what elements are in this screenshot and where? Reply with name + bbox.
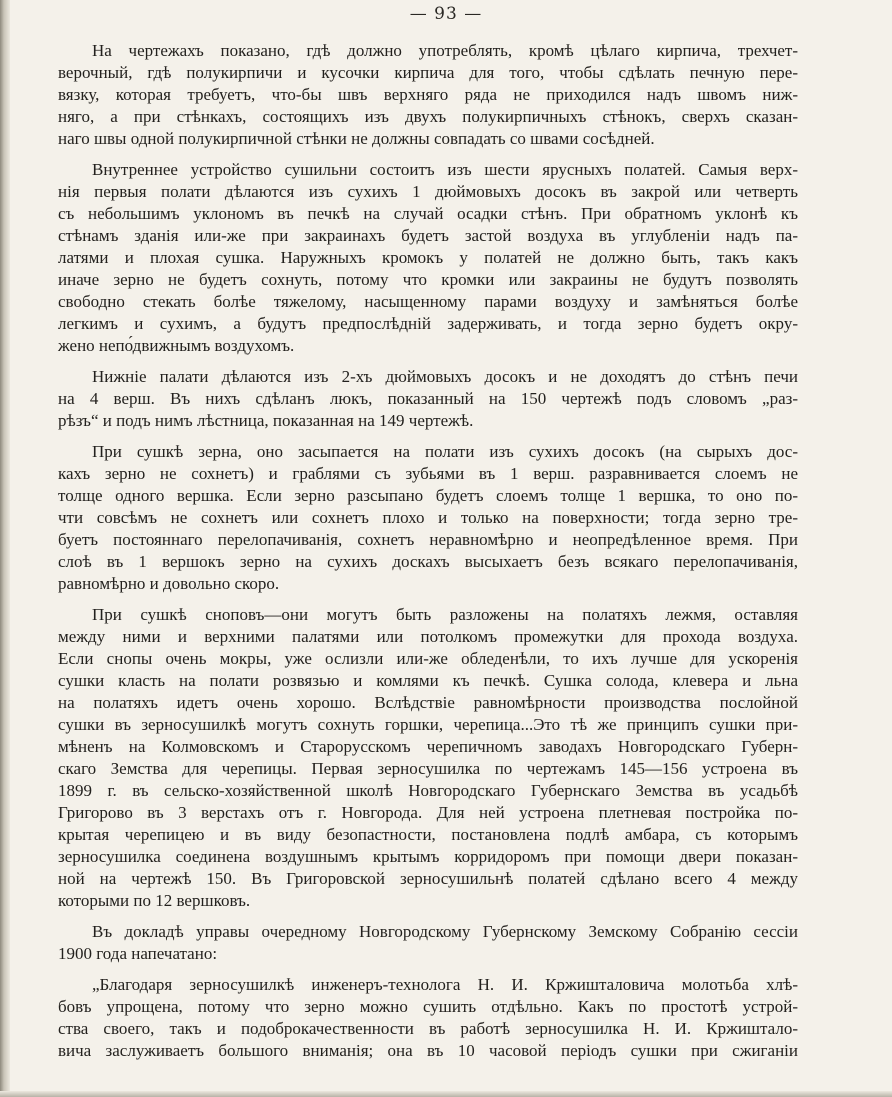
text-line: крытая черепицею и въ виду безопастности, постановлена подлѣ амбара, съ которымъ	[58, 825, 798, 844]
text-line: вязку, которая требуетъ, что-бы швъ верхняго ряда не приходился надъ швомъ ниж-	[58, 85, 798, 104]
text-line: свободно стекать болѣе тяжелому, насыщенному парами воздуху и замѣняться болѣе	[58, 292, 798, 311]
text-line: кахъ зерно не сохнетъ) и граблями съ зубьями въ 1 верш. разравнивается слоемъ не	[58, 464, 798, 483]
text-line: съ небольшимъ уклономъ въ печкѣ на случай осадки стѣнъ. При обратномъ уклонѣ къ	[58, 204, 798, 223]
text-line: рѣзъ“ и подъ нимъ лѣстница, показанная на 149 чертежѣ.	[58, 411, 474, 430]
text-line: Нижніе палати дѣлаются изъ 2-хъ дюймовыхъ досокъ и не доходятъ до стѣнъ печи	[92, 367, 798, 386]
text-line: равномѣрно и довольно скоро.	[58, 574, 280, 593]
text-line: При сушкѣ зерна, оно засыпается на полати изъ сухихъ досокъ (на сырыхъ дос-	[92, 442, 798, 461]
text-line: бовъ упрощена, потому что зерно можно сушить отдѣльно. Какъ по простотѣ устрой-	[58, 997, 798, 1016]
text-line: на полатяхъ идетъ очень хорошо. Вслѣдствіе равномѣрности производства послойной	[58, 693, 798, 712]
paragraph	[58, 921, 798, 965]
text-line: верочный, гдѣ полукирпичи и кусочки кирпича для того, чтобы сдѣлать печную пере-	[58, 63, 798, 82]
text-line: буетъ постояннаго перелопачиванія, сохнетъ неравномѣрно и неопредѣленное время. При	[58, 530, 798, 549]
page-number: — 93 —	[409, 4, 483, 24]
text-line: зерносушилка соединена воздушнымъ крытымъ корридоромъ при помощи двери показан-	[58, 847, 798, 866]
text-line: ства своего, такъ и подоброкачественности въ работѣ зерносушилка Н. И. Кржиштало-	[58, 1019, 798, 1038]
text-line: сушки въ зерносушилкѣ могутъ сохнуть горшки, черепица...Это тѣ же принципъ сушки при-	[58, 715, 798, 734]
text-line: стѣнамъ зданія или-же при закраинахъ будетъ застой воздуха въ углубленіи надъ па-	[58, 226, 798, 245]
text-line: Григорово въ 3 верстахъ отъ г. Новгорода. Для ней устроена плетневая постройка по-	[58, 803, 798, 822]
text-line: толще одного вершка. Если зерно разсыпано будетъ слоемъ толще 1 вершка, то оно по-	[58, 486, 798, 505]
text-line: латями и плохая сушка. Наружныхъ кромокъ у полатей не должно быть, такъ какъ	[58, 248, 798, 267]
page-binding-edge	[0, 0, 10, 1097]
text-line: скаго Земства для черепицы. Первая зерносушилка по чертежамъ 145—156 устроена въ	[58, 759, 798, 778]
text-line: чти совсѣмъ не сохнетъ или сохнетъ плохо и только на поверхности; тогда зерно тре-	[58, 508, 798, 527]
text-line: 1899 г. въ сельско-хозяйственной школѣ Новгородскаго Губернскаго Земства въ усадьбѣ	[58, 781, 798, 800]
paragraph	[58, 604, 798, 912]
text-line: вича заслуживаетъ большого вниманія; она въ 10 часовой періодъ сушки при сжиганіи	[58, 1041, 798, 1060]
text-line: 1900 года напечатано:	[58, 944, 218, 963]
text-line: „Благодаря зерносушилкѣ инженеръ-технолога Н. И. Кржишталовича молотьба хлѣ-	[92, 975, 798, 994]
text-line: слоѣ въ 1 вершокъ зерно на сухихъ доскахъ высыхаетъ безъ всякаго перелопачиванія,	[58, 552, 798, 571]
text-line: сушки класть на полати розвязью и комлями къ печкѣ. Сушка солода, клевера и льна	[58, 671, 798, 690]
text-line: ной на чертежѣ 150. Въ Григоровской зерносушильнѣ полатей сдѣлано всего 4 между	[58, 869, 798, 888]
text-line: легкимъ и сухимъ, а будутъ предпослѣдній задерживать, и тогда зерно будетъ окру-	[58, 314, 798, 333]
text-line: между ними и верхними палатями или потолкомъ промежутки для прохода воздуха.	[58, 627, 798, 646]
paragraph	[58, 366, 798, 432]
text-line: При сушкѣ сноповъ—они могутъ быть разложены на полатяхъ лежмя, оставляя	[92, 605, 798, 624]
text-line: Въ докладѣ управы очередному Новгородскому Губернскому Земскому Собранію сессіи	[92, 922, 798, 941]
page-bottom-edge	[0, 1091, 892, 1097]
text-line: Внутреннее устройство сушильни состоитъ изъ шести ярусныхъ полатей. Самыя верх-	[92, 160, 798, 179]
text-line: мѣненъ на Колмовскомъ и Старорусскомъ черепичномъ заводахъ Новгородскаго Губерн-	[58, 737, 798, 756]
text-line: наго швы одной полукирпичной стѣнки не должны совпадать со швами сосѣдней.	[58, 129, 655, 148]
paragraph	[58, 441, 798, 595]
text-line: На чертежахъ показано, гдѣ должно употреблять, кромѣ цѣлаго кирпича, трехчет-	[92, 41, 798, 60]
text-line: Если снопы очень мокры, уже ослизли или-же обледенѣли, то ихъ лучше для ускоренія	[58, 649, 798, 668]
text-line: на 4 верш. Въ нихъ сдѣланъ люкъ, показанный на 150 чертежѣ подъ словомъ „раз-	[58, 389, 798, 408]
body-text	[58, 40, 798, 1062]
paragraph	[58, 159, 798, 357]
paragraph	[58, 40, 798, 150]
text-line: няго, а при стѣнкахъ, состоящихъ изъ двухъ полукирпичныхъ стѣнокъ, сверхъ сказан-	[58, 107, 798, 126]
text-line: иначе зерно не будетъ сохнуть, потому что кромки или закраины не будутъ позволять	[58, 270, 798, 289]
paragraph	[58, 974, 798, 1062]
text-line: которыми по 12 вершковъ.	[58, 891, 251, 910]
text-line: нія первыя полати дѣлаются изъ сухихъ 1 дюймовыхъ досокъ въ закрой или четверть	[58, 182, 798, 201]
text-line: жено непо́движнымъ воздухомъ.	[58, 336, 295, 355]
